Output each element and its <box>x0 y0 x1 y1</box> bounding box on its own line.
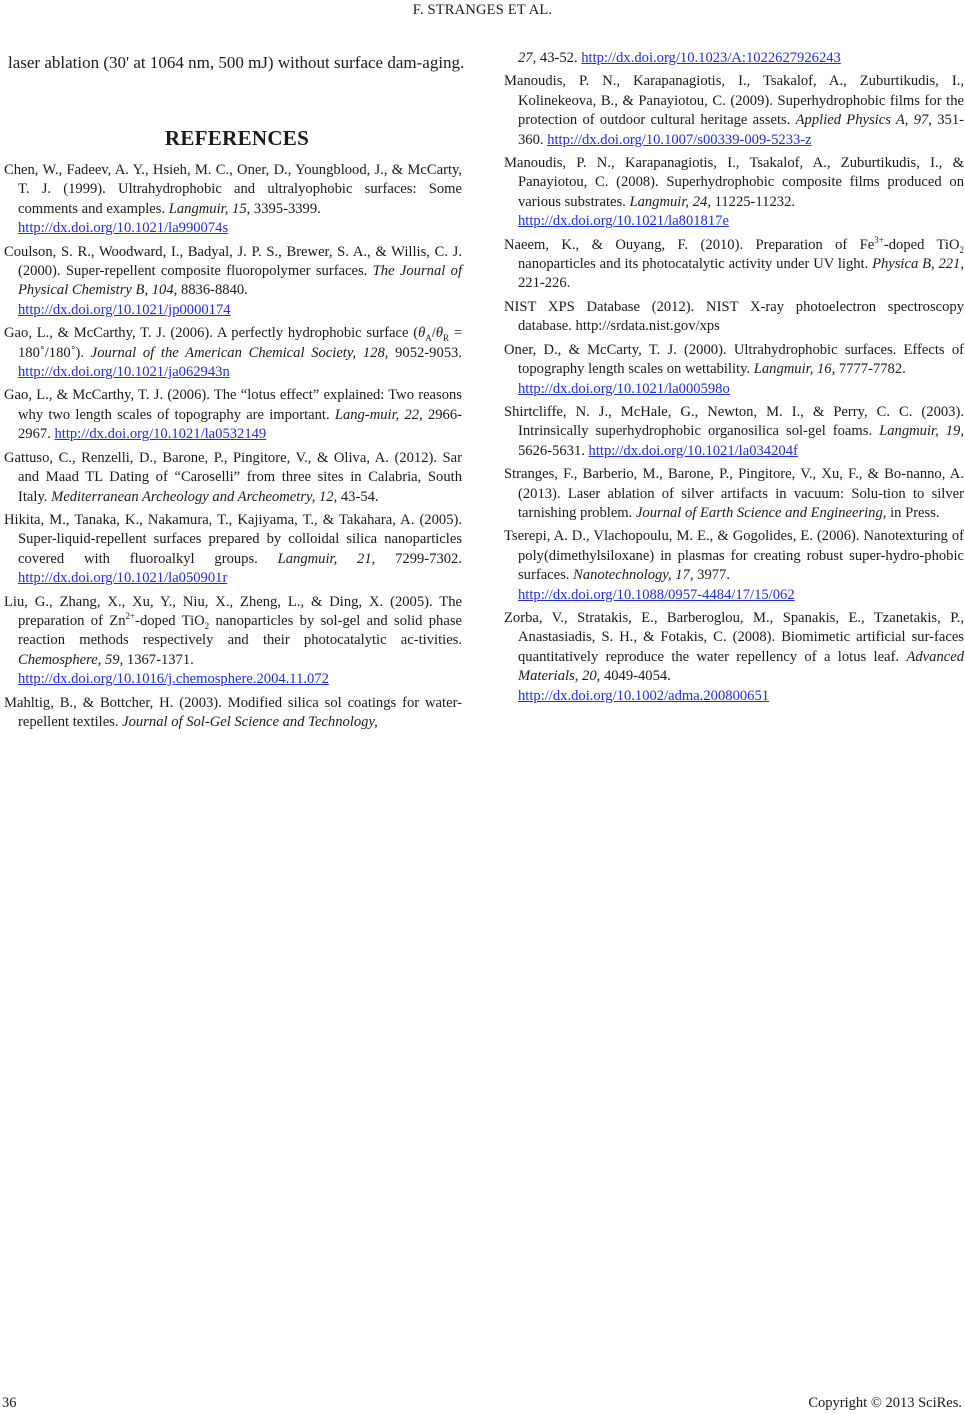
reference-item: NIST XPS Database (2012). NIST X-ray photoelectron spectroscopy database. http://srdata.nist.gov/xps <box>504 298 964 335</box>
reference-item: Gao, L., & McCarthy, T. J. (2006). A perfectly hydrophobic surface ($\theta_A/\theta_R$ = 180˚/180˚). Journal of the American Chemical Society, 128, 9052-9053. http://dx.doi.org/10.1021/ja062943n <box>4 325 462 381</box>
doi-link[interactable]: http://dx.doi.org/10.1021/la801817e <box>518 213 729 230</box>
reference-item: Stranges, F., Barberio, M., Barone, P., Pingitore, V., Xu, F., & Bo-nanno, A. (2013). Laser ablation of silver artifacts in vacuum: Solu-tion to silver tarnishing problem. Journal of Earth Science and Engineering, in Press. <box>504 466 964 521</box>
page-number: 36 <box>2 1395 17 1411</box>
doi-link[interactable]: http://dx.doi.org/10.1021/la050901r <box>18 570 228 587</box>
reference-item: Tserepi, A. D., Vlachopoulu, M. E., & Gogolides, E. (2006). Nanotexturing of poly(dimethylsiloxane) in plasmas for creating robust super-hydro-phobic surfaces. Nanotechnology, 17, 3977. http://dx.doi.org/10.1088/0957-4484/17/15/062 <box>504 528 964 603</box>
doi-link[interactable]: http://dx.doi.org/10.1021/ja062943n <box>18 364 230 381</box>
doi-link[interactable]: http://dx.doi.org/10.1002/adma.200800651 <box>518 687 770 704</box>
reference-item: Chen, W., Fadeev, A. Y., Hsieh, M. C., Oner, D., Youngblood, J., & McCarty, T. J. (1999). Ultrahydrophobic and ultralyophobic surfaces: Some comments and examples. Langmuir, 15, 3395-3399. http://dx.doi.org/10.1021/la990074s <box>4 162 462 237</box>
reference-item: Coulson, S. R., Woodward, I., Badyal, J. P. S., Brewer, S. A., & Willis, C. J. (2000). Super-repellent composite fluoropolymer surfaces. The Journal of Physical Chemistry B, 104, 8836-8840. http://dx.doi.org/10.1021/jp0000174 <box>4 243 462 318</box>
reference-item: Liu, G., Zhang, X., Xu, Y., Niu, X., Zheng, L., & Ding, X. (2005). The preparation of $Zn^{2+}$-doped TiO$_2$ nanoparticles by sol-gel and solid phase reaction methods respectively and their photocatalytic ac-tivities. Chemosphere, 59, 1367-1371. http://dx.doi.org/10.1016/j.chemosphere.2004.11.072 <box>4 593 462 688</box>
reference-item: Manoudis, P. N., Karapanagiotis, I., Tsakalof, A., Zuburtikudis, I., & Panayiotou, C. (2008). Superhydrophobic composite films produced on various substrates. Langmuir, 24, 11225-11232. http://dx.doi.org/10.1021/la801817e <box>504 155 964 230</box>
doi-link[interactable]: http://dx.doi.org/10.1021/la000598o <box>518 380 730 397</box>
doi-link[interactable]: http://dx.doi.org/10.1088/0957-4484/17/15/062 <box>518 586 795 603</box>
copyright-notice: Copyright © 2013 SciRes. <box>808 1395 962 1411</box>
references-heading: REFERENCES <box>164 126 310 150</box>
reference-item: Hikita, M., Tanaka, K., Nakamura, T., Kajiyama, T., & Takahara, A. (2005). Super-liquid-repellent surfaces prepared by colloidal silica nanoparticles covered with fluoroalkyl groups. Langmuir, 21, 7299-7302. http://dx.doi.org/10.1021/la050901r <box>4 511 462 587</box>
doi-link[interactable]: http://dx.doi.org/10.1023/A:1022627926243 <box>581 50 841 66</box>
doi-link[interactable]: http://dx.doi.org/10.1021/la0532149 <box>54 426 267 443</box>
doi-link[interactable]: http://dx.doi.org/10.1016/j.chemosphere.2004.11.072 <box>18 671 329 688</box>
doi-link[interactable]: http://dx.doi.org/10.1021/la990074s <box>18 220 229 237</box>
reference-item: Gattuso, C., Renzelli, D., Barone, P., Pingitore, V., & Oliva, A. (2012). Sar and Maad TL Dating of “Caroselli” from three sites in Calabria, South Italy. Mediterranean Archeology and Archeometry, 12, 43-54. <box>4 449 462 505</box>
reference-item-continued: 27, 43-52. http://dx.doi.org/10.1023/A:1022627926243 <box>518 50 841 66</box>
reference-list-right <box>504 49 964 710</box>
doi-link[interactable]: http://dx.doi.org/10.1007/s00339-009-5233-z <box>547 131 812 148</box>
reference-list-left <box>4 161 462 736</box>
intro-paragraph: laser ablation (30' at 1064 nm, 500 mJ) without surface dam-aging. <box>8 53 465 72</box>
reference-item: Mahltig, B., & Bottcher, H. (2003). Modified silica sol coatings for water-repellent textiles. Journal of Sol-Gel Science and Technology, <box>4 694 462 730</box>
reference-item: Gao, L., & McCarthy, T. J. (2006). The “lotus effect” explained: Two reasons why two length scales of topography are important. Lang-muir, 22, 2966-2967. http://dx.doi.org/10.1021/la0532149 <box>4 387 463 443</box>
reference-item: Zorba, V., Stratakis, E., Barberoglou, M., Spanakis, E., Tzanetakis, P., Anastasiadis, S. H., & Fotakis, C. (2008). Biomimetic artificial sur-faces quantitatively reproduce the water repellency of a lotus leaf. Advanced Materials, 20, 4049-4054. http://dx.doi.org/10.1002/adma.200800651 <box>504 609 964 704</box>
doi-link[interactable]: http://dx.doi.org/10.1021/la034204f <box>588 442 798 459</box>
reference-item: Manoudis, P. N., Karapanagiotis, I., Tsakalof, A., Zuburtikudis, I., Kolinekeova, B., & Panayiotou, C. (2009). Superhydrophobic films for the protection of outdoor cultural heritage assets. Applied Physics A, 97, 351-360. http://dx.doi.org/10.1007/s00339-009-5233-z <box>504 73 964 148</box>
reference-item: Shirtcliffe, N. J., McHale, G., Newton, M. I., & Perry, C. C. (2003). Intrinsically superhydrophobic organosilica sol-gel foams. Langmuir, 19, 5626-5631. http://dx.doi.org/10.1021/la034204f <box>504 403 965 459</box>
reference-item: Oner, D., & McCarty, T. J. (2000). Ultrahydrophobic surfaces. Effects of topography length scales on wettability. Langmuir, 16, 7777-7782. http://dx.doi.org/10.1021/la000598o <box>504 341 964 397</box>
reference-item: Naeem, K., & Ouyang, F. (2010). Preparation of $Fe^{3+}$-doped TiO$_2$ nanoparticles and its photocatalytic activity under UV light. Physica B, 221, 221-226. <box>504 234 965 292</box>
doi-link[interactable]: http://dx.doi.org/10.1021/jp0000174 <box>18 301 231 318</box>
running-head: F. STRANGES ET AL. <box>412 2 553 18</box>
